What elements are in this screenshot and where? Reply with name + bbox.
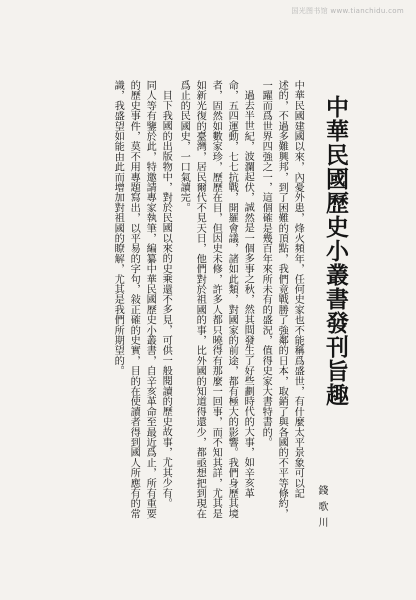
body-line: 者，固然如數家珍，歷歷在目，但因史未修，許多人都只曉得有那麼一回事，而不知其詳，尤其是	[210, 80, 222, 519]
body-line: 爲止的民國史，一口氣讀完。	[178, 80, 190, 213]
body-line: 的歷史事件，莫不用專題寫出，以平易的字句，敍正確的史實，目的在使讀者得到國人所應有的常	[128, 80, 140, 519]
body-line: 識，我盛望如能由此而增加對祖國的瞭解，尤其是我們所期望的。	[112, 80, 124, 376]
body-line: 目下我國的出版物中，對於民國以來的史乘還不多見，可供一般閱讀的歷史故事，尤其少有。	[160, 90, 172, 509]
body-line: 過去半世紀，波瀾起伏，誠然是一個多事之秋，然其間發生了好些劃時代的大事，如辛亥革	[242, 90, 254, 498]
body-line: 同人等有鑒於此，特邀請專家執筆，編纂中華民國歷史小叢書，自辛亥革命至最近爲止，所有重要	[144, 80, 156, 519]
body-line: 如新光復的臺灣，居民爾代不見天日，他們對於祖國的事，比外國的知道得還少，都亟想把到現在	[194, 80, 206, 519]
body-line: 中華民國建國以來，內憂外患，烽火頻年，任何史家也不能稱爲盛世，有什麼太平景象可以記	[292, 80, 304, 499]
body-line: 述的，不過多難興邦，到了困難的頂點，我們竟戰勝了強鄰的日本，取銷了與各國的不平等條約，	[276, 80, 288, 519]
page-title: 中華民國歷史小叢書發刊旨趣	[322, 95, 349, 407]
body-line: 命，五四運動，七七抗戰，開羅會議，諸如此類，對國家的前途，都有極大的影響。我們身歷其境	[226, 80, 238, 519]
author-name: 錢歌川	[316, 485, 327, 533]
watermark: 国光图书馆 www.tianchidu.com	[291, 7, 404, 15]
body-line: 一躍而爲世界四強之一，這個確是幾百年來所未有的盛況，值得史家大書特書的。	[260, 80, 272, 448]
